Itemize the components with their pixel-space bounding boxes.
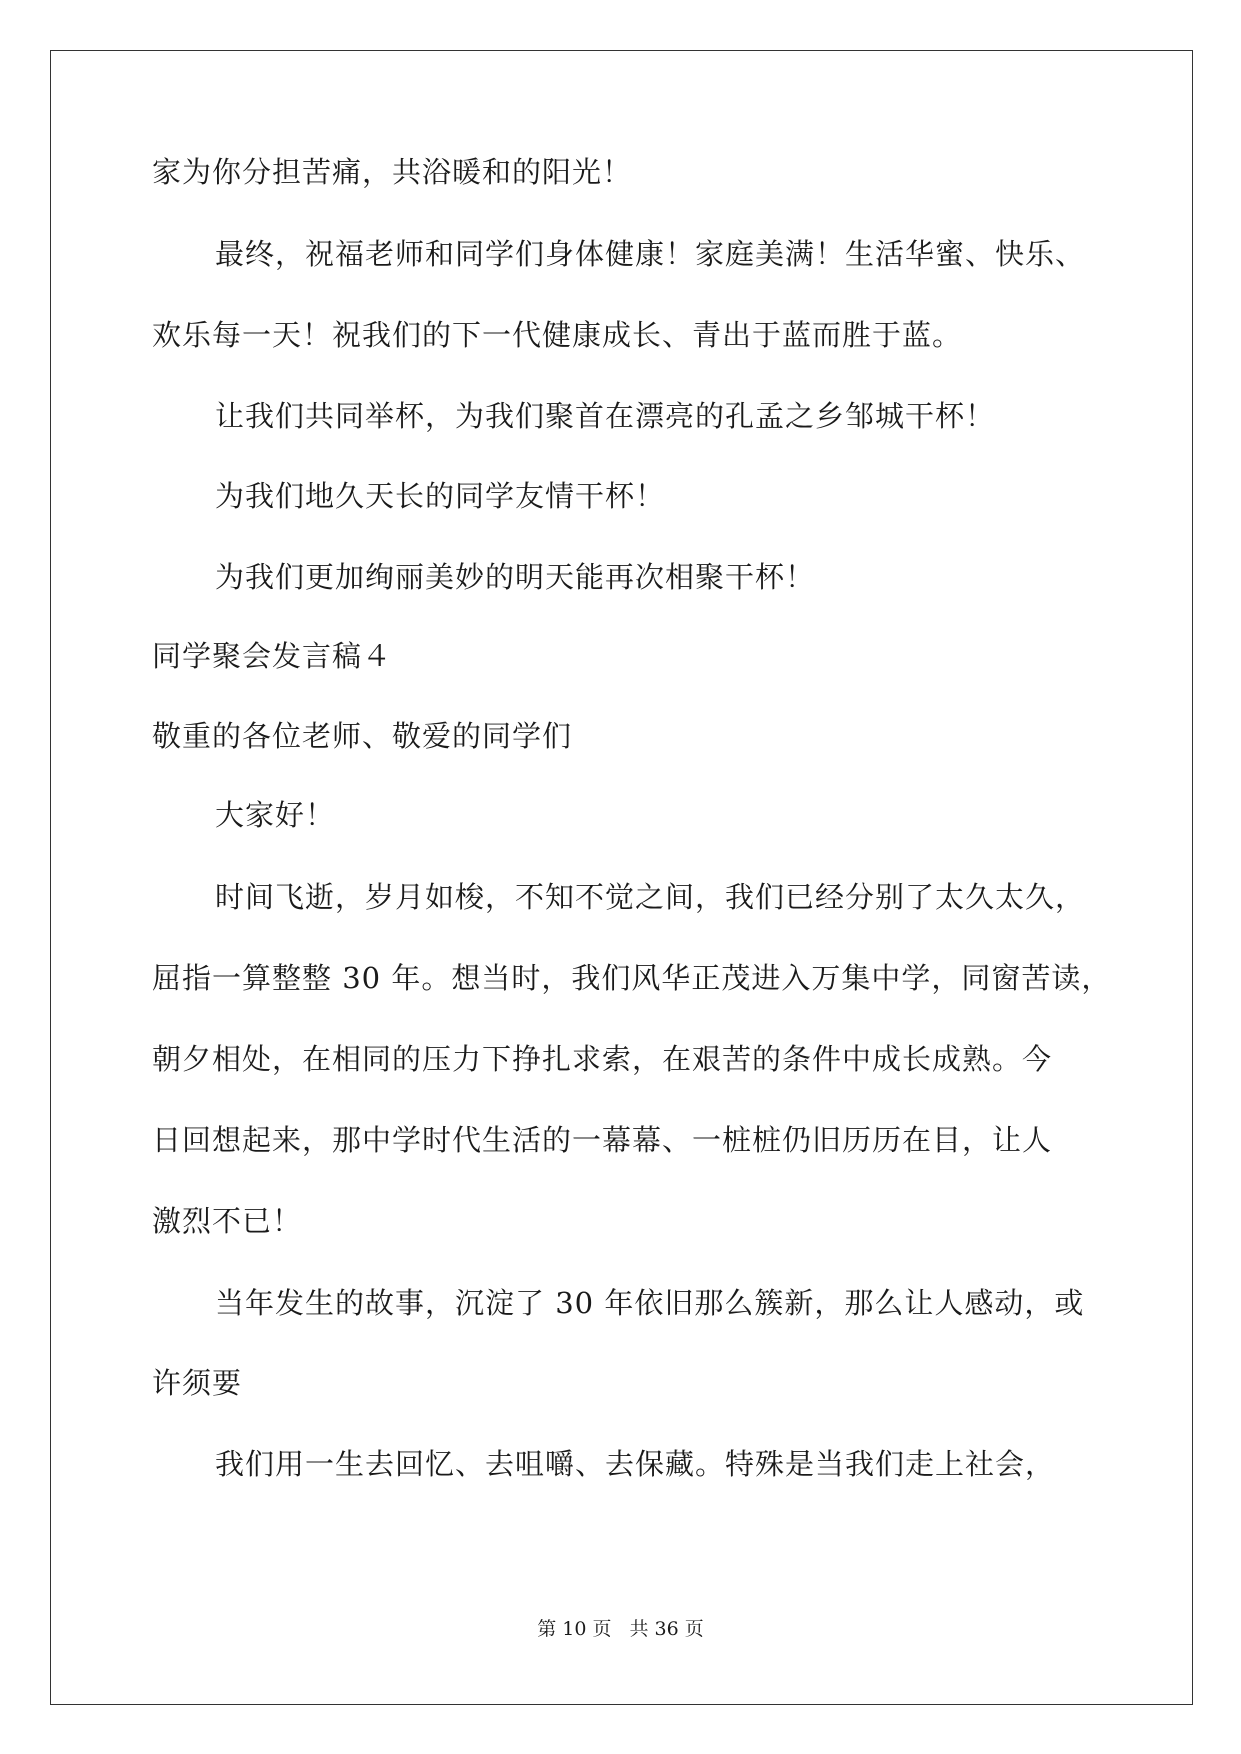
body-line-5: 为我们地久天长的同学友情干杯！: [215, 479, 666, 513]
salutation: 敬重的各位老师、敬爱的同学们: [152, 719, 573, 753]
body-line-10: 时间飞逝，岁月如梭，不知不觉之间，我们已经分别了太久太久，: [215, 880, 1086, 914]
body-line-4: 让我们共同举杯，为我们聚首在漂亮的孔孟之乡邹城干杯！: [215, 399, 996, 433]
body-line-11: 屈指一算整整 30 年。想当时，我们风华正茂进入万集中学，同窗苦读，: [152, 961, 1112, 995]
body-line-3: 欢乐每一天！祝我们的下一代健康成长、青出于蓝而胜于蓝。: [152, 318, 963, 352]
body-line-16: 许须要: [152, 1366, 243, 1400]
body-line-14: 激烈不已！: [152, 1204, 303, 1238]
page-footer: [0, 1616, 1241, 1642]
body-line-2: 最终，祝福老师和同学们身体健康！家庭美满！生活华蜜、快乐、: [215, 237, 1086, 271]
body-line-6: 为我们更加绚丽美妙的明天能再次相聚干杯！: [215, 560, 816, 594]
body-line-13: 日回想起来，那中学时代生活的一幕幕、一桩桩仍旧历历在目，让人: [152, 1123, 1053, 1157]
body-line-1: 家为你分担苦痛，共浴暖和的阳光！: [152, 155, 633, 189]
body-line-15: 当年发生的故事，沉淀了 30 年依旧那么簇新，那么让人感动，或: [215, 1286, 1085, 1320]
page-number: 第 10 页: [537, 1618, 612, 1640]
page-total: 共 36 页: [629, 1618, 704, 1640]
body-line-17: 我们用一生去回忆、去咀嚼、去保藏。特殊是当我们走上社会，: [215, 1447, 1056, 1481]
body-line-12: 朝夕相处，在相同的压力下挣扎求索，在艰苦的条件中成长成熟。今: [152, 1042, 1053, 1076]
section-heading: 同学聚会发言稿４: [152, 639, 393, 673]
greeting: 大家好！: [215, 798, 336, 832]
